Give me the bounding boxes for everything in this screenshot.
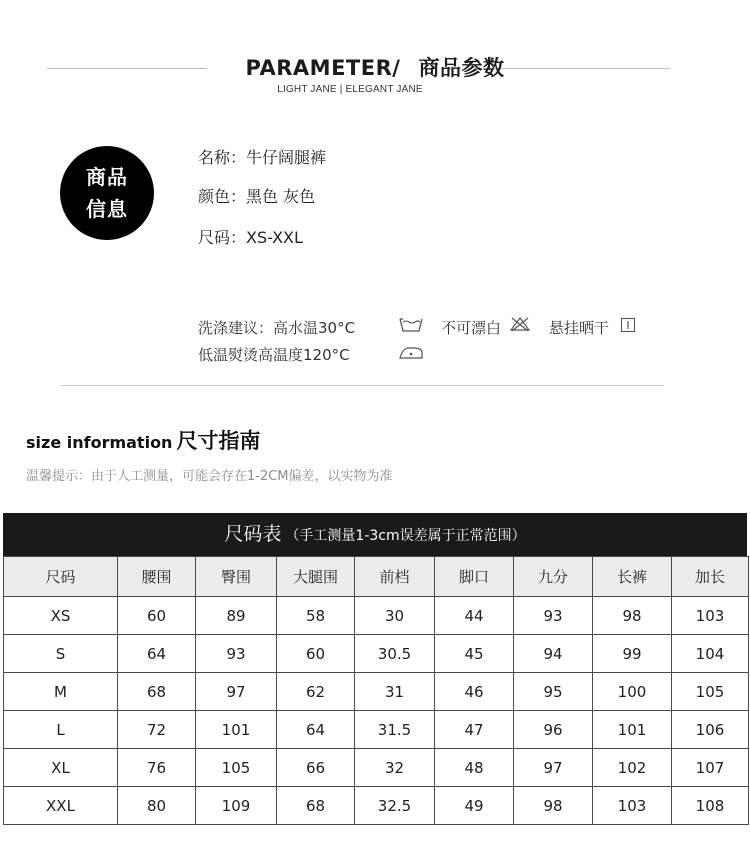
- size-table-header-row: [4, 557, 749, 597]
- size-guide-heading: [26, 425, 260, 455]
- product-size-range: 尺码：XS-XXL: [198, 228, 303, 247]
- col-header-extra-long: 加长: [672, 557, 749, 597]
- col-header-front-rise: 前档: [355, 557, 435, 597]
- size-label-cell: XS: [4, 597, 118, 635]
- size-table-body: [4, 597, 749, 825]
- hang-dry-label: 悬挂晒干: [549, 319, 610, 337]
- table-row: [4, 635, 749, 673]
- table-row: [4, 711, 749, 749]
- size-table-note: （手工测量1-3cm误差属于正常范围）: [285, 528, 526, 544]
- size-heading-en: size information: [26, 433, 173, 452]
- table-cell: 101: [593, 711, 672, 749]
- wash-tub-icon: [398, 315, 424, 333]
- table-cell: 102: [593, 749, 672, 787]
- table-row: [4, 673, 749, 711]
- title-cn: 商品参数: [418, 56, 505, 80]
- table-cell: 80: [118, 787, 196, 825]
- col-header-hip: 臀围: [196, 557, 277, 597]
- table-cell: 96: [514, 711, 593, 749]
- col-header-size: 尺码: [4, 557, 118, 597]
- table-cell: 48: [435, 749, 514, 787]
- table-cell: 30: [355, 597, 435, 635]
- table-cell: 101: [196, 711, 277, 749]
- table-cell: 108: [672, 787, 749, 825]
- iron-icon: [398, 344, 424, 360]
- size-label-cell: XL: [4, 749, 118, 787]
- badge-line-2: 信息: [86, 197, 128, 221]
- table-cell: 105: [196, 749, 277, 787]
- table-cell: 89: [196, 597, 277, 635]
- size-label-cell: S: [4, 635, 118, 673]
- col-header-leg-opening: 脚口: [435, 557, 514, 597]
- product-name: 名称：牛仔阔腿裤: [198, 148, 327, 167]
- table-cell: 66: [277, 749, 355, 787]
- table-cell: 31: [355, 673, 435, 711]
- table-cell: 93: [514, 597, 593, 635]
- table-cell: 98: [514, 787, 593, 825]
- table-row: [4, 787, 749, 825]
- col-header-thigh: 大腿围: [277, 557, 355, 597]
- table-cell: 72: [118, 711, 196, 749]
- ironing-instruction: 低温熨烫高温度120°C: [198, 346, 350, 364]
- table-cell: 95: [514, 673, 593, 711]
- table-cell: 103: [593, 787, 672, 825]
- table-row: [4, 597, 749, 635]
- table-cell: 45: [435, 635, 514, 673]
- table-cell: 62: [277, 673, 355, 711]
- table-cell: 109: [196, 787, 277, 825]
- no-bleach-label: 不可漂白: [441, 319, 502, 337]
- col-header-full-length: 长裤: [593, 557, 672, 597]
- table-cell: 31.5: [355, 711, 435, 749]
- table-cell: 107: [672, 749, 749, 787]
- table-cell: 60: [118, 597, 196, 635]
- table-cell: 30.5: [355, 635, 435, 673]
- size-label-cell: L: [4, 711, 118, 749]
- table-cell: 76: [118, 749, 196, 787]
- table-cell: 105: [672, 673, 749, 711]
- table-cell: 68: [118, 673, 196, 711]
- title-en: PARAMETER/: [245, 56, 401, 80]
- table-cell: 60: [277, 635, 355, 673]
- page-subtitle: LIGHT JANE | ELEGANT JANE: [277, 84, 423, 95]
- product-info-badge: [60, 146, 154, 240]
- table-cell: 49: [435, 787, 514, 825]
- table-row: [4, 749, 749, 787]
- table-cell: 68: [277, 787, 355, 825]
- size-label-cell: M: [4, 673, 118, 711]
- table-cell: 104: [672, 635, 749, 673]
- table-cell: 58: [277, 597, 355, 635]
- size-table-title: [3, 513, 747, 556]
- table-cell: 32.5: [355, 787, 435, 825]
- col-header-waist: 腰围: [118, 557, 196, 597]
- wash-instruction: 洗涤建议：高水温30°C: [198, 319, 356, 337]
- table-cell: 97: [514, 749, 593, 787]
- table-cell: 100: [593, 673, 672, 711]
- table-cell: 94: [514, 635, 593, 673]
- badge-line-1: 商品: [86, 165, 128, 189]
- table-cell: 97: [196, 673, 277, 711]
- table-cell: 106: [672, 711, 749, 749]
- no-bleach-icon: [509, 316, 531, 332]
- page-title: [0, 52, 750, 82]
- table-cell: 44: [435, 597, 514, 635]
- table-cell: 64: [118, 635, 196, 673]
- col-header-ankle-length: 九分: [514, 557, 593, 597]
- product-color: 颜色：黑色 灰色: [198, 187, 316, 206]
- size-table-title-text: 尺码表: [224, 523, 282, 545]
- section-divider: [61, 385, 664, 386]
- table-cell: 93: [196, 635, 277, 673]
- table-cell: 99: [593, 635, 672, 673]
- size-table: [3, 556, 749, 825]
- table-cell: 46: [435, 673, 514, 711]
- table-cell: 98: [593, 597, 672, 635]
- size-label-cell: XXL: [4, 787, 118, 825]
- measurement-tip: 温馨提示：由于人工测量，可能会存在1-2CM偏差，以实物为准: [26, 469, 393, 484]
- table-cell: 64: [277, 711, 355, 749]
- table-cell: 47: [435, 711, 514, 749]
- hang-dry-icon: [620, 317, 636, 333]
- table-cell: 32: [355, 749, 435, 787]
- table-cell: 103: [672, 597, 749, 635]
- size-heading-cn: 尺寸指南: [176, 429, 261, 453]
